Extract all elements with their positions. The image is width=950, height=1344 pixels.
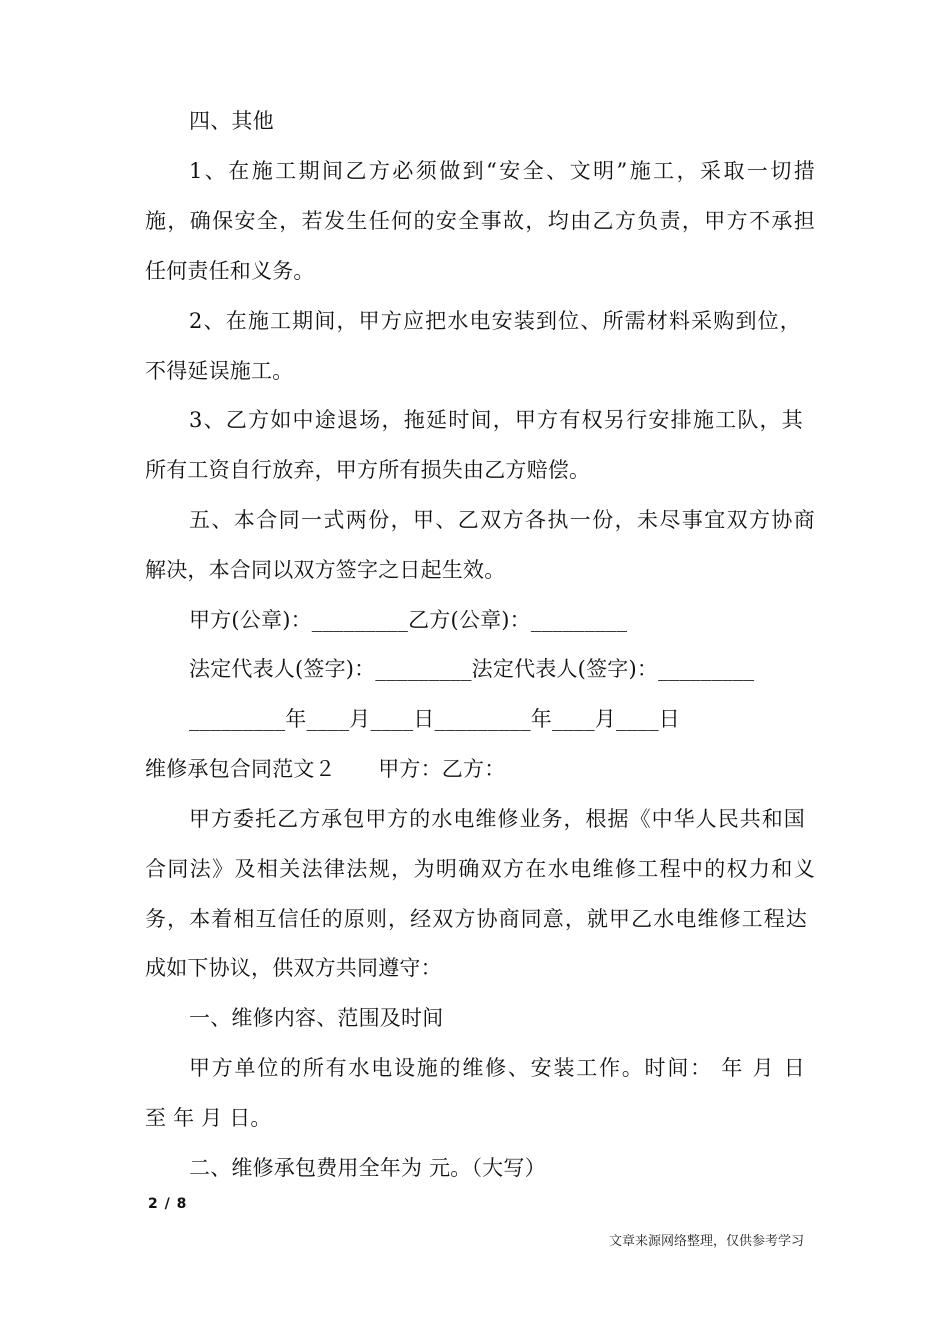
footer-note: 文章来源网络整理，仅供参考学习 <box>608 1234 804 1249</box>
signature-line-party-seals: 甲方(公章)：_________乙方(公章)：_________ <box>189 608 628 632</box>
paragraph-line: 至 年 月 日。 <box>145 1106 272 1130</box>
paragraph-line: 甲方单位的所有水电设施的维修、安装工作。时间： 年 月 日 <box>189 1056 805 1080</box>
paragraph-line: 任何责任和义务。 <box>145 259 315 283</box>
paragraph-line: 不得延误施工。 <box>145 359 294 383</box>
paragraph-line: 3、乙方如中途退场，拖延时间，甲方有权另行安排施工队，其 <box>189 408 803 432</box>
section-heading-other: 四、其他 <box>189 109 274 133</box>
signature-line-dates: _________年____月____日_________年____月____日 <box>189 707 680 731</box>
paragraph-line: 五、本合同一式两份，甲、乙双方各执一份，未尽事宜双方协商 <box>189 508 815 532</box>
paragraph-line: 解决，本合同以双方签字之日起生效。 <box>145 558 506 582</box>
section-heading-fee: 二、维修承包费用全年为 元。（大写） <box>189 1156 546 1180</box>
signature-line-representatives: 法定代表人(签字)：_________法定代表人(签字)：_________ <box>189 657 755 681</box>
paragraph-line: 施，确保安全，若发生任何的安全事故，均由乙方负责，甲方不承担 <box>145 209 815 233</box>
paragraph-line: 1、在施工期间乙方必须做到“安全、文明”施工，采取一切措 <box>189 159 815 183</box>
paragraph-line: 2、在施工期间，甲方应把水电安装到位、所需材料采购到位， <box>189 309 801 333</box>
contract-sample-title: 维修承包合同范文２ 甲方：乙方： <box>145 757 506 781</box>
paragraph-line: 合同法》及相关法律法规，为明确双方在水电维修工程中的权力和义 <box>145 857 815 881</box>
paragraph-line: 甲方委托乙方承包甲方的水电维修业务，根据《中华人民共和国 <box>189 807 805 831</box>
page-number: 2 / 8 <box>148 1196 188 1212</box>
section-heading-maintenance-scope: 一、维修内容、范围及时间 <box>189 1006 444 1030</box>
paragraph-line: 务，本着相互信任的原则，经双方协商同意，就甲乙水电维修工程达 <box>145 907 807 931</box>
paragraph-line: 成如下协议，供双方共同遵守： <box>145 956 442 980</box>
paragraph-line: 所有工资自行放弃，甲方所有损失由乙方赔偿。 <box>145 458 591 482</box>
